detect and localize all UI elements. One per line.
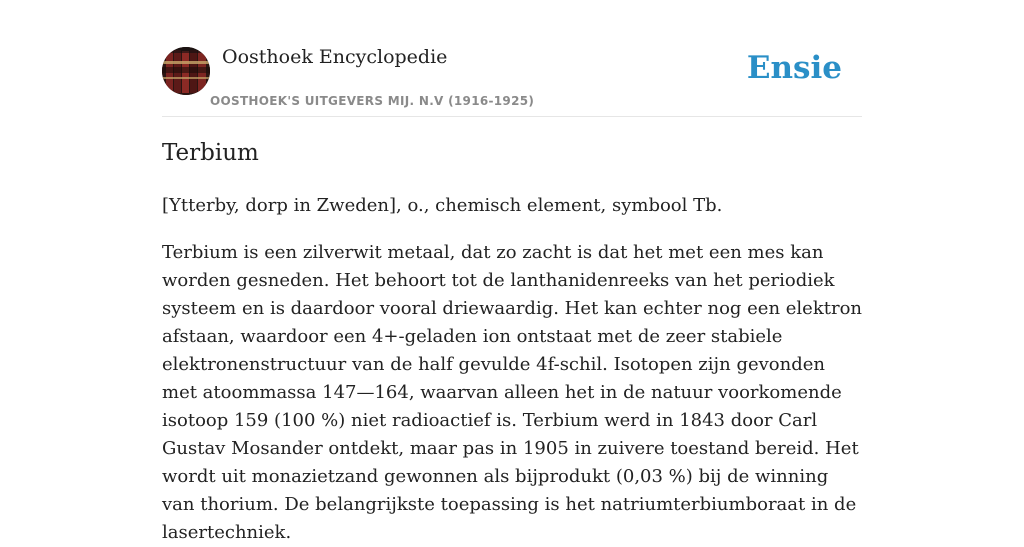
ensie-logo-link[interactable]: Ensie bbox=[746, 50, 842, 86]
source-title[interactable]: Oosthoek Encyclopedie bbox=[222, 46, 448, 68]
source-subtitle: OOSTHOEK'S UITGEVERS MIJ. N.V (1916-1925) bbox=[210, 94, 535, 108]
encyclopedia-books-icon[interactable] bbox=[162, 47, 210, 95]
article-paragraph: [Ytterby, dorp in Zweden], o., chemisch element, symbool Tb. bbox=[162, 195, 723, 216]
article-paragraph: Terbium is een zilverwit metaal, dat zo zacht is dat het met een mes kan worden gesneden. Het behoort tot de lanthanidenreeks van het periodiek systeem en is daardoor vooral driewaardig. Het kan echter nog een elektron afstaan, waardoor een 4+-geladen ion ontstaat met de zeer stabiele elektronenstructuur van de half gevulde 4f-schil. Isotopen zijn gevonden met atoommassa 147—164, waarvan alleen het in de natuur voorkomende isotoop 159 (100 %) niet radioactief is. Terbium werd in 1843 door Carl Gustav Mosander ontdekt, maar pas in 1905 in zuivere toestand bereid. Het wordt uit monazietzand gewonnen als bijprodukt (0,03 %) bij de winning van thorium. De belangrijkste toepassing is het natriumterbiumboraat in de lasertechniek. bbox=[162, 242, 863, 543]
header bbox=[162, 0, 862, 117]
page bbox=[162, 0, 863, 543]
article-title: Terbium bbox=[162, 140, 259, 166]
